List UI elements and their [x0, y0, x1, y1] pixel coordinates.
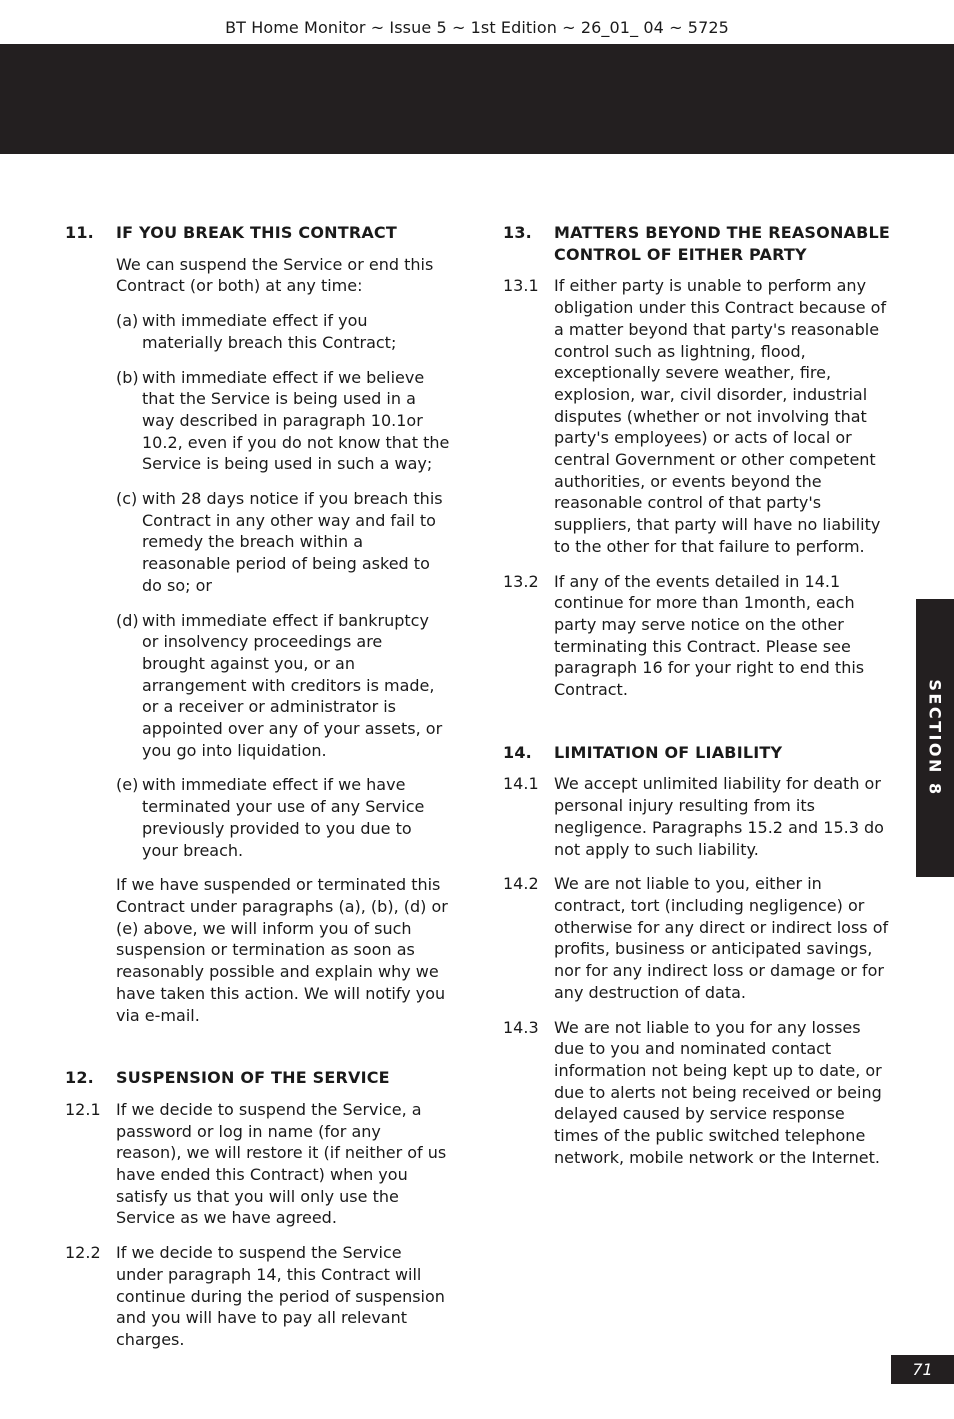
list-item: [116, 367, 450, 476]
clause-text: We are not liable to you, either in contract, tort (including negligence) or otherwise for any direct or indirect loss of profits, business or anticipated savings, nor for any indirect loss or damage or for any destruction of data.: [554, 874, 889, 1002]
clause-number: 12.1: [65, 1099, 101, 1119]
item-label: (c): [116, 489, 138, 509]
clause-number: 14.1: [503, 774, 539, 794]
clause: [503, 873, 893, 1003]
item-text: with immediate effect if bankruptcy or insolvency proceedings are brought against you, or an arrangement with creditors is made, or a receiver or administrator is appointed over any of your assets, or you go into liquidation.: [142, 610, 443, 760]
item-text: with immediate effect if we have terminated your use of any Service previously provided to you due to your breach.: [142, 775, 425, 860]
clause: [503, 571, 893, 701]
section-13-heading: [503, 222, 893, 265]
clause-number: 14.2: [503, 874, 539, 894]
item-text: with immediate effect if we believe that the Service is being used in a way described in paragraph 10.1or 10.2, even if you do not know that the Service is being used in such a way;: [142, 367, 450, 474]
clause-number: 13.2: [503, 571, 539, 591]
section-11-intro: We can suspend the Service or end this Contract (or both) at any time:: [116, 254, 434, 296]
section-12-heading: [65, 1067, 450, 1089]
section-title: LIMITATION OF LIABILITY: [554, 742, 783, 762]
clause-text: We are not liable to you for any losses due to you and nominated contact information not being kept up to date, or due to alerts not being received or being delayed caused by service response times of the public switched telephone network, mobile network or the Internet.: [554, 1017, 882, 1167]
section-title: IF YOU BREAK THIS CONTRACT: [116, 223, 397, 242]
section-tab-label: SECTION 8: [925, 679, 945, 797]
item-label: (a): [116, 311, 139, 331]
clause-number: 13.1: [503, 276, 539, 296]
section-number: 13.: [503, 223, 532, 242]
section-title: MATTERS BEYOND THE REASONABLE CONTROL OF EITHER PARTY: [554, 223, 891, 264]
section-tab: [916, 599, 954, 877]
clause: [65, 1242, 450, 1351]
item-label: (d): [116, 610, 139, 630]
section-number: 14.: [503, 742, 532, 762]
clause-text: If either party is unable to perform any obligation under this Contract because of a matter beyond that party's reasonable control such as lightning, flood, exceptionally severe weather, fire, explosion, war, civil disorder, industrial disputes (whether or not involving that party's employees) or acts of local or central Government or other competent authorities, or events beyond the reasonable control of that party's suppliers, that party will have no liability to the other for that failure to perform.: [554, 276, 887, 556]
clause-number: 12.2: [65, 1243, 101, 1263]
clause: [503, 1017, 893, 1169]
section-number: 11.: [65, 223, 94, 242]
item-label: (b): [116, 367, 139, 387]
clause-text: If we decide to suspend the Service, a password or log in name (for any reason), we will restore it (if neither of us have ended this Contract) when you satisfy us that you will only use the Service as we have agreed.: [116, 1099, 447, 1228]
document-header: BT Home Monitor ~ Issue 5 ~ 1st Edition ~ 26_01_ 04 ~ 5725: [225, 18, 729, 37]
item-label: (e): [116, 775, 139, 795]
clause-number: 14.3: [503, 1017, 539, 1037]
header-band: [0, 44, 954, 154]
list-item: [116, 488, 450, 597]
left-column: [65, 222, 450, 1364]
section-11-outro: If we have suspended or terminated this Contract under paragraphs (a), (b), (d) or (e) above, we will inform you of such suspension or termination as soon as reasonably possible and explain why we have taken this action. We will notify you via e-mail.: [116, 875, 448, 1025]
page-number: 71: [891, 1355, 954, 1384]
clause: [65, 1099, 450, 1229]
clause-text: If we decide to suspend the Service under paragraph 14, this Contract will continue during the period of suspension and you will have to pay all relevant charges.: [116, 1243, 445, 1349]
item-text: with 28 days notice if you breach this Contract in any other way and fail to remedy the breach within a reasonable period of being asked to do so; or: [142, 489, 443, 595]
right-column: [503, 222, 893, 1181]
section-number: 12.: [65, 1068, 94, 1088]
section-14-heading: [503, 742, 893, 764]
clause-text: We accept unlimited liability for death or personal injury resulting from its negligence. Paragraphs 15.2 and 15.3 do not apply to such liability.: [554, 774, 884, 859]
clause: [503, 773, 893, 860]
list-item: [116, 774, 450, 861]
section-11-heading: [65, 222, 450, 244]
list-item: [116, 310, 450, 353]
section-title: SUSPENSION OF THE SERVICE: [116, 1068, 390, 1088]
clause: [503, 275, 893, 557]
clause-text: If any of the events detailed in 14.1 continue for more than 1month, each party may serve notice on the other terminating this Contract. Please see paragraph 16 for your right to end this Contract.: [554, 571, 865, 700]
list-item: [116, 610, 450, 762]
item-text: with immediate effect if you materially breach this Contract;: [142, 311, 397, 352]
